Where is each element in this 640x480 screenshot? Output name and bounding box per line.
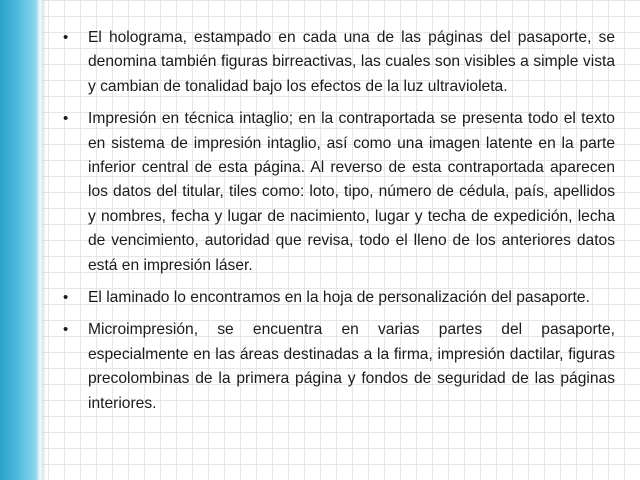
bullet-text: Microimpresión, se encuentra en varias partes del pasaporte, especialmente en las áreas destinadas a la firma, impresión dactilar, figuras precolombinas de la primera página y fondos de seguridad de las páginas interiores. — [88, 321, 615, 412]
bullet-icon: • — [63, 289, 69, 307]
bullet-text: Impresión en técnica intaglio; en la contraportada se presenta todo el texto en sistema de impresión intaglio, así como una imagen latente en la parte inferior central de esta página. Al reverso de esta contraportada aparecen los datos del titular, tiles como: loto, tipo, número de cédula, país, apellidos y nombres, fecha y lugar de nacimiento, lugar y techa de expedición, lecha de vencimiento, autoridad que revisa, todo el lleno de los anteriores datos está en impresión láser. — [88, 110, 615, 274]
bullet-item-intaglio — [60, 107, 615, 278]
slide-content — [60, 26, 615, 424]
left-band-shadow — [43, 0, 46, 480]
bullet-icon: • — [63, 321, 69, 339]
bullet-icon: • — [63, 29, 69, 46]
bullet-item-microimpresion — [60, 318, 615, 416]
bullet-icon: • — [63, 110, 69, 128]
bullet-item-hologram — [60, 26, 615, 99]
bullet-item-laminado — [60, 286, 615, 310]
bullet-list — [60, 26, 615, 416]
bullet-text: El laminado lo encontramos en la hoja de personalización del pasaporte. — [88, 289, 590, 307]
left-band-highlight — [36, 0, 43, 480]
bullet-text: El holograma, estampado en cada una de las páginas del pasaporte, se denomina también figuras birreactivas, las cuales son visibles a simple vista y cambian de tonalidad bajo los efectos de la luz ultravioleta. — [88, 29, 615, 95]
